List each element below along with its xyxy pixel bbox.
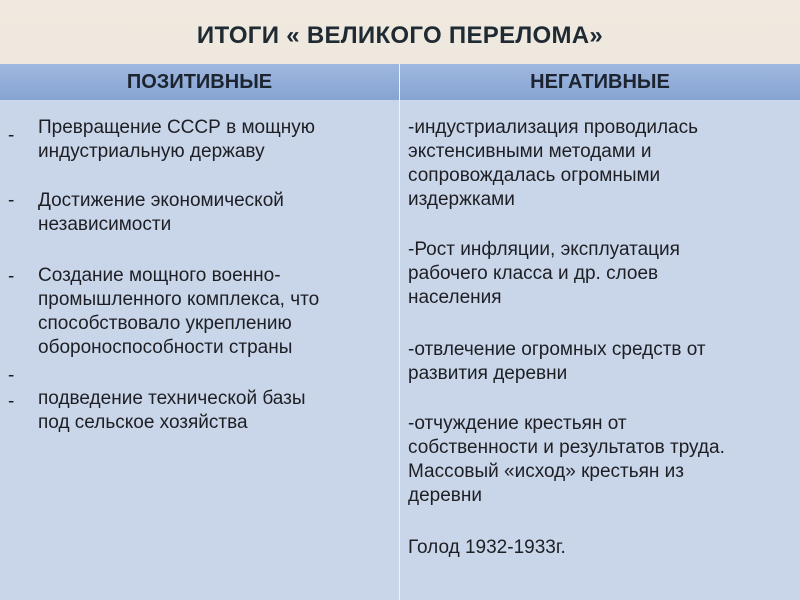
column-divider (399, 100, 400, 600)
positive-item: Достижение экономической независимости (38, 190, 284, 235)
results-table (0, 64, 800, 600)
negative-item: -индустриализация проводилась экстенсивными методами и сопровождалась огромными издержками (408, 117, 699, 210)
page-title: ИТОГИ « ВЕЛИКОГО ПЕРЕЛОМА» (196, 22, 604, 49)
negative-item: -Рост инфляции, эксплуатация рабочего класса и др. слоев населения (408, 239, 680, 308)
negative-item: Голод 1932-1933г. (408, 537, 566, 558)
column-header-positive: ПОЗИТИВНЫЕ (126, 71, 273, 93)
list-bullet: - (8, 125, 15, 146)
negative-item: -отвлечение огромных средств от развития деревни (408, 339, 706, 384)
list-bullet: - (8, 391, 15, 412)
list-bullet: - (8, 190, 15, 211)
list-bullet: - (8, 365, 15, 386)
positive-item: подведение технической базы под сельское хозяйства (38, 388, 306, 433)
negative-item: -отчуждение крестьян от собственности и результатов труда. Массовый «исход» крестьян из деревни (408, 413, 725, 506)
column-header-negative: НЕГАТИВНЫЕ (530, 71, 670, 93)
table-body (0, 100, 800, 600)
positive-item: Превращение СССР в мощную индустриальную державу (38, 117, 315, 162)
table-header (0, 64, 800, 100)
list-bullet: - (8, 266, 15, 287)
positive-item: Создание мощного военно- промышленного комплекса, что способствовало укреплению обороноспособности страны (38, 265, 320, 358)
